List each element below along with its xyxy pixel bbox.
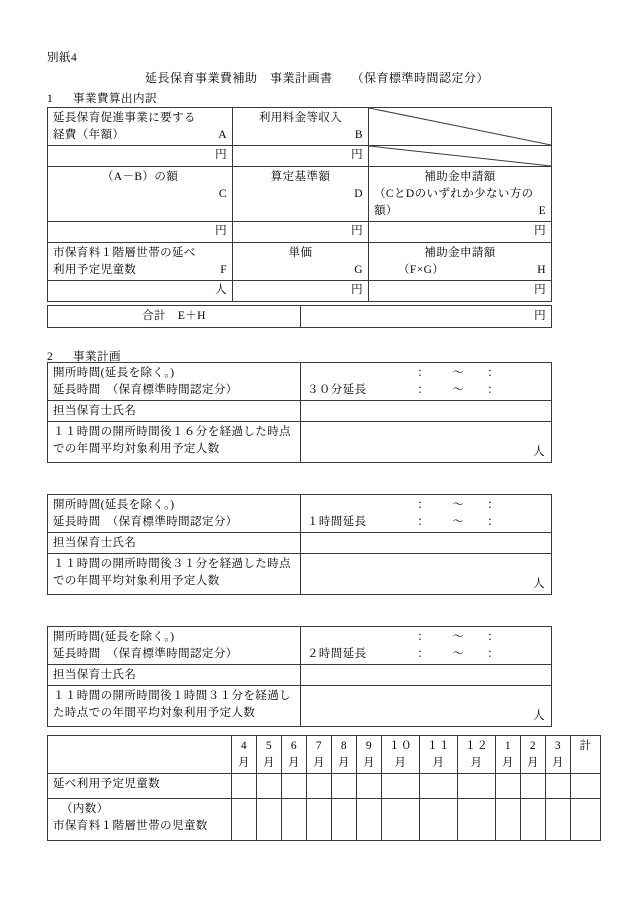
cell-e-line3: 額） E [374, 203, 546, 220]
value-b[interactable]: 円 [233, 146, 369, 167]
target-line2: での年間平均対象利用予定人数 [53, 443, 220, 455]
cell-7[interactable] [307, 774, 332, 799]
cell-7[interactable] [307, 799, 332, 841]
section-2-number: 2 [47, 351, 54, 363]
cell-b-mark: B [354, 129, 363, 141]
staff-label: 担当保育士氏名 [48, 533, 301, 554]
plan-block-2hour [47, 626, 552, 727]
table-row [48, 686, 552, 727]
table-header-row [48, 736, 601, 774]
cell-3[interactable] [546, 774, 571, 799]
cell-2[interactable] [521, 774, 546, 799]
hours-value[interactable] [301, 363, 552, 401]
cell-f-label [48, 243, 233, 281]
target-line1: １１時間の開所時間後１時間３１分を経過し [53, 690, 291, 702]
extension-time[interactable]: ： ～ ： [417, 384, 499, 396]
month-header-5: 5 月 [257, 736, 282, 774]
month-header-7: 7 月 [307, 736, 332, 774]
hours-label [48, 363, 301, 401]
open-hours-label: 開所時間(延長を除く。) [53, 367, 175, 379]
cell-12[interactable] [458, 774, 496, 799]
table-row [48, 774, 601, 799]
table-row [48, 627, 552, 665]
cell-a-line1: 延長保育促進事業に要する [53, 112, 196, 124]
cell-9[interactable] [357, 774, 382, 799]
cell-f-line2: 利用予定児童数 F [53, 262, 227, 279]
month-header-12: １２ 月 [458, 736, 496, 774]
extension-label: 延長時間 （保育標準時間認定分） [53, 648, 238, 660]
table-row [48, 554, 552, 595]
extension-value: ３０分延長 [307, 384, 367, 396]
extension-value: ２時間延長 [307, 648, 367, 660]
cell-d-label [233, 167, 369, 222]
value-d[interactable]: 円 [233, 222, 369, 243]
table-row [48, 306, 552, 328]
extension-time-row[interactable] [301, 382, 551, 399]
cell-f-line1: 市保育料１階層世帯の延べ [53, 247, 196, 259]
cell-d-line1: 算定基準額 [270, 171, 331, 183]
cell-1[interactable] [496, 799, 521, 841]
cell-10[interactable] [382, 799, 420, 841]
table-row [48, 495, 552, 533]
value-f[interactable]: 人 [48, 281, 233, 302]
extension-label: 延長時間 （保育標準時間認定分） [53, 384, 238, 396]
hours-label [48, 627, 301, 665]
cell-g-line1: 単価 [288, 247, 313, 259]
cell-total[interactable] [571, 774, 601, 799]
cell-a-label [48, 108, 233, 146]
month-header-2: 2 月 [521, 736, 546, 774]
cell-e-mark: E [538, 205, 546, 217]
table-row [48, 422, 552, 463]
table-row [48, 533, 552, 554]
month-header-8: 8 月 [332, 736, 357, 774]
section-1-heading [47, 90, 157, 106]
table-row [48, 363, 552, 401]
section-1-number: 1 [47, 93, 54, 105]
cell-c-mark: C [218, 188, 227, 200]
page-title: 延長保育事業費補助 事業計画書 （保育標準時間認定分） [144, 71, 489, 85]
cell-a-line2: 経費（年額） A [53, 127, 227, 144]
corner-cell [48, 736, 232, 774]
table-row [48, 281, 552, 302]
table-row [48, 108, 552, 146]
cost-breakdown-table [47, 107, 552, 302]
cell-h-mark: H [537, 264, 546, 276]
total-header: 計 [571, 736, 601, 774]
value-a[interactable]: 円 [48, 146, 233, 167]
hours-label [48, 495, 301, 533]
staff-label: 担当保育士氏名 [48, 665, 301, 686]
table-row [48, 167, 552, 222]
cell-5[interactable] [257, 774, 282, 799]
cell-4[interactable] [232, 799, 257, 841]
cell-4[interactable] [232, 774, 257, 799]
value-c[interactable]: 円 [48, 222, 233, 243]
target-count-value[interactable]: 人 [301, 554, 552, 595]
cell-6[interactable] [282, 799, 307, 841]
paper-id: 別紙4 [47, 52, 78, 64]
target-count-label [48, 554, 301, 595]
open-hours-time[interactable]: ： ～ ： [417, 499, 499, 511]
section-2-label: 事業計画 [73, 351, 121, 363]
cell-b-label [233, 108, 369, 146]
month-header-11: １１ 月 [420, 736, 458, 774]
table-row [48, 401, 552, 422]
value-e[interactable]: 円 [369, 222, 552, 243]
month-header-3: 3 月 [546, 736, 571, 774]
month-header-9: 9 月 [357, 736, 382, 774]
open-hours-time-row[interactable] [301, 365, 551, 382]
cell-c-line1: （A－B）の額 [101, 171, 179, 183]
hours-value[interactable] [301, 627, 552, 665]
extension-label: 延長時間 （保育標準時間認定分） [53, 516, 238, 528]
cell-9[interactable] [357, 799, 382, 841]
cell-h-line2: （F×G） H [374, 262, 546, 279]
hours-value[interactable] [301, 495, 552, 533]
open-hours-label: 開所時間(延長を除く。) [53, 499, 175, 511]
open-hours-time[interactable]: ： ～ ： [417, 367, 499, 379]
table-row [48, 665, 552, 686]
open-hours-label: 開所時間(延長を除く。) [53, 631, 175, 643]
row-label-line2: 市保育料１階層世帯の児童数 [53, 820, 208, 832]
open-hours-time-row[interactable] [301, 629, 551, 646]
row-label-tier1-children [48, 799, 232, 841]
value-h[interactable]: 円 [369, 281, 552, 302]
target-line2: た時点での年間平均対象利用予定人数 [53, 707, 256, 719]
strikethrough-diagonal-icon [369, 108, 551, 145]
month-header-1: 1 月 [496, 736, 521, 774]
cell-h-line1: 補助金申請額 [424, 247, 496, 259]
cell-e-line1: 補助金申請額 [424, 171, 496, 183]
cell-5[interactable] [257, 799, 282, 841]
cell-12[interactable] [458, 799, 496, 841]
cell-c-label [48, 167, 233, 222]
open-hours-time-row[interactable] [301, 497, 551, 514]
value-g[interactable]: 円 [233, 281, 369, 302]
cell-10[interactable] [382, 774, 420, 799]
cell-11[interactable] [420, 799, 458, 841]
cell-6[interactable] [282, 774, 307, 799]
plan-block-30min [47, 362, 552, 463]
month-header-6: 6 月 [282, 736, 307, 774]
plan-block-1hour [47, 494, 552, 595]
cell-1[interactable] [496, 774, 521, 799]
cell-g-label [233, 243, 369, 281]
cell-11[interactable] [420, 774, 458, 799]
staff-value[interactable] [301, 665, 552, 686]
month-header-4: 4 月 [232, 736, 257, 774]
cell-h-label [369, 243, 552, 281]
target-count-value[interactable]: 人 [301, 686, 552, 727]
target-count-label [48, 686, 301, 727]
cell-a-mark: A [218, 129, 227, 141]
cell-e-label [369, 167, 552, 222]
row-label-total-children: 延べ利用予定児童数 [48, 774, 232, 799]
cell-struck-1 [369, 108, 552, 146]
extension-time[interactable]: ： ～ ： [417, 516, 499, 528]
cell-3[interactable] [546, 799, 571, 841]
month-header-10: １０ 月 [382, 736, 420, 774]
table-row [48, 799, 601, 841]
cell-total[interactable] [571, 799, 601, 841]
staff-value[interactable] [301, 533, 552, 554]
extension-time-row[interactable] [301, 514, 551, 531]
cell-f-mark: F [220, 264, 227, 276]
row-label-line1: （内数） [61, 803, 109, 815]
target-line2: での年間平均対象利用予定人数 [53, 575, 220, 587]
target-line1: １１時間の開所時間後１６分を経過した時点 [53, 426, 291, 438]
cell-8[interactable] [332, 799, 357, 841]
target-count-label [48, 422, 301, 463]
cell-e-line2: （CとDのいずれか少ない方の [374, 188, 534, 200]
grand-total-table [47, 305, 552, 328]
open-hours-time[interactable]: ： ～ ： [417, 631, 499, 643]
table-row [48, 222, 552, 243]
staff-value[interactable] [301, 401, 552, 422]
cell-8[interactable] [332, 774, 357, 799]
extension-value: １時間延長 [307, 516, 367, 528]
table-row [48, 146, 552, 167]
cell-struck-2 [369, 146, 552, 167]
monthly-children-table [47, 735, 601, 841]
staff-label: 担当保育士氏名 [48, 401, 301, 422]
cell-b-line1: 利用料金等収入 [258, 112, 343, 124]
extension-time-row[interactable] [301, 646, 551, 663]
grand-total-value[interactable]: 円 [301, 306, 552, 328]
extension-time[interactable]: ： ～ ： [417, 648, 499, 660]
section-1-label: 事業費算出内訳 [73, 93, 157, 105]
target-line1: １１時間の開所時間後３１分を経過した時点 [53, 558, 291, 570]
strikethrough-diagonal-icon [369, 146, 551, 166]
target-count-value[interactable]: 人 [301, 422, 552, 463]
cell-d-mark: D [354, 188, 363, 200]
cell-g-mark: G [354, 264, 363, 276]
table-row [48, 243, 552, 281]
cell-2[interactable] [521, 799, 546, 841]
grand-total-label: 合計 E＋H [48, 306, 301, 328]
